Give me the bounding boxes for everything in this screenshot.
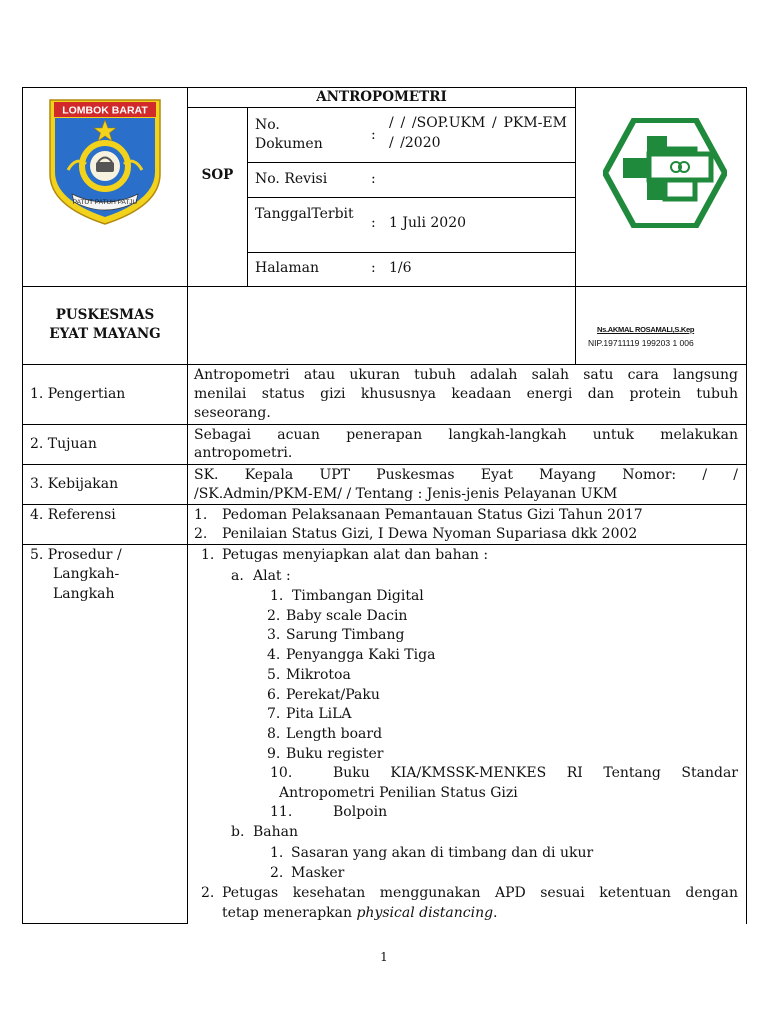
lombok-barat-emblem: [46, 98, 164, 226]
doc-number-label: No. Dokumen: [255, 117, 323, 152]
sop-label: SOP: [201, 167, 234, 183]
bahan-item-1: Sasaran yang akan di timbang dan di ukur: [291, 845, 594, 861]
kebijakan-line2: /SK.Admin/PKM-EM/ / Tentang : Jenis-jenis Pelayanan UKM: [194, 486, 618, 502]
alat-number: 7.: [267, 706, 281, 723]
prosedur-step-2-line1: Petugas kesehatan menggunakan APD sesuai ketentuan dengan: [222, 885, 738, 901]
alat-number: 6.: [267, 686, 281, 703]
signer-name: Ns.AKMAL ROSAMALI,S.Kep: [597, 325, 695, 334]
step2-period: .: [493, 905, 498, 921]
referensi-number-2: 2.: [194, 526, 208, 542]
puskesmas-health-logo: [603, 118, 727, 228]
section-label-referensi: 4. Referensi: [30, 507, 116, 523]
alat-item: Penyangga Kaki Tiga: [286, 647, 436, 664]
section-label-kebijakan: 3. Kebijakan: [30, 476, 119, 492]
issue-date-value: 1 Juli 2020: [389, 215, 467, 231]
referensi-number-1: 1.: [194, 507, 208, 523]
alat-number: 2.: [267, 607, 281, 624]
alat-number: 8.: [267, 725, 281, 742]
step2-text: tetap menerapkan: [222, 905, 357, 921]
doc-number-value: / / /SOP.UKM / PKM-EM / /2020: [389, 115, 567, 151]
section-label-prosedur: 5. Prosedur /: [30, 547, 122, 563]
section-label-prosedur-2: Langkah-: [53, 566, 120, 582]
tujuan-line1: Sebagai acuan penerapan langkah-langkah untuk melakukan: [194, 427, 738, 443]
alat-item: Baby scale Dacin: [286, 607, 408, 624]
alat-label: Alat :: [253, 568, 291, 584]
alat-item: Perekat/Paku: [286, 686, 380, 703]
prosedur-step-1: Petugas menyiapkan alat dan bahan :: [222, 547, 489, 563]
alat-item: Length board: [286, 725, 383, 742]
alat-number: 4.: [267, 647, 281, 664]
alat-marker: a.: [231, 568, 244, 584]
page-number: 1: [380, 950, 388, 964]
bahan-label: Bahan: [253, 824, 299, 840]
alat-number: 9.: [267, 745, 281, 762]
section-label-tujuan: 2. Tujuan: [30, 436, 97, 452]
kebijakan-line1: SK. Kepala UPT Puskesmas Eyat Mayang Nomor: / /: [194, 467, 738, 483]
alat-number: 5.: [267, 666, 281, 683]
pengertian-line2: menilai status gizi khususnya keadaan energi dan protein tubuh: [194, 386, 738, 402]
prosedur-step-number-1: 1.: [201, 547, 215, 563]
alat-item-10-line1: Buku KIA/KMSSK-MENKES RI Tentang Standar: [333, 765, 738, 781]
bahan-number-1: 1.: [270, 845, 284, 861]
tujuan-line2: antropometri.: [194, 445, 293, 461]
pengertian-line3: seseorang.: [194, 405, 271, 421]
issue-date-colon: :: [371, 215, 376, 231]
org-name-line2: EYAT MAYANG: [49, 326, 161, 342]
prosedur-step-2-line2: [222, 904, 498, 923]
alat-item: Sarung Timbang: [286, 627, 405, 644]
alat-item-10-line2: Antropometri Penilian Status Gizi: [279, 785, 518, 801]
section-label-prosedur-3: Langkah: [53, 586, 115, 602]
alat-number-11: 11.: [270, 804, 293, 820]
alat-item-11: Bolpoin: [333, 804, 388, 820]
emblem-title: LOMBOK BARAT: [62, 104, 148, 117]
page-label: Halaman: [255, 260, 320, 276]
emblem-motto: PATUT PATUH PATJU: [72, 199, 138, 206]
page-value: 1/6: [389, 260, 412, 276]
referensi-item-1: Pedoman Pelaksanaan Pemantauan Status Gizi Tahun 2017: [222, 507, 643, 523]
bahan-marker: b.: [231, 824, 245, 840]
alat-number: 3.: [267, 627, 281, 644]
bahan-number-2: 2.: [270, 865, 284, 881]
alat-number-10: 10.: [270, 765, 293, 781]
alat-item: Mikrotoa: [286, 666, 351, 683]
alat-item: Pita LiLA: [286, 706, 352, 723]
revision-colon: :: [371, 171, 376, 187]
pengertian-line1: Antropometri atau ukuran tubuh adalah salah satu cara langsung: [194, 367, 738, 383]
org-name-line1: PUSKESMAS: [55, 307, 155, 323]
referensi-item-2: Penilaian Status Gizi, I Dewa Nyoman Supariasa dkk 2002: [222, 526, 638, 542]
document-title: ANTROPOMETRI: [316, 89, 447, 105]
issue-date-label: TanggalTerbit: [255, 206, 354, 222]
bahan-item-2: Masker: [291, 865, 345, 881]
prosedur-step-number-2: 2.: [201, 885, 215, 901]
section-label-pengertian: 1. Pengertian: [30, 386, 126, 402]
signer-nip: NIP.19711119 199203 1 006: [588, 338, 694, 348]
alat-item: Timbangan Digital: [292, 588, 424, 604]
alat-item: Buku register: [286, 745, 384, 762]
step2-italic: physical distancing: [356, 905, 494, 921]
page-colon: :: [371, 260, 376, 276]
doc-number-colon: :: [371, 127, 376, 143]
revision-label: No. Revisi: [255, 171, 328, 187]
alat-number: 1.: [270, 588, 284, 604]
